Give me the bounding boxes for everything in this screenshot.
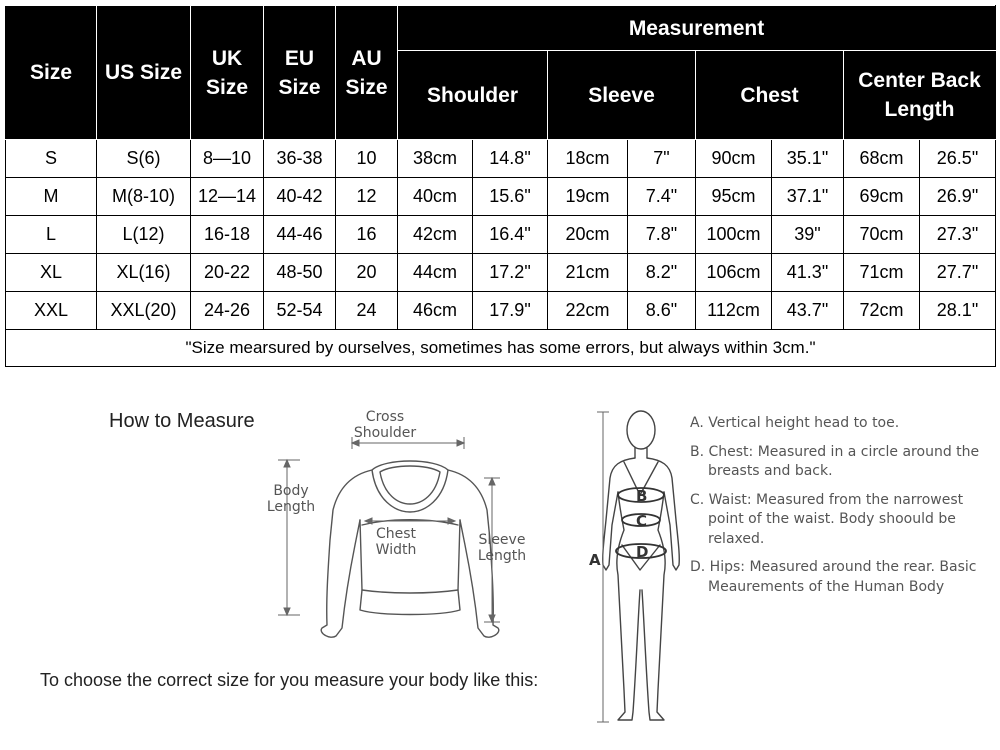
cell-eu: 44-46: [264, 216, 336, 254]
header-au-size: AU Size: [336, 6, 398, 140]
header-uk-size: UK Size: [191, 6, 264, 140]
figure-letter-c: C: [636, 512, 648, 530]
cell-au: 12: [336, 178, 398, 216]
cell-chest-cm: 112cm: [696, 292, 772, 330]
cell-length-in: 26.5": [920, 140, 996, 178]
cell-au: 10: [336, 140, 398, 178]
cell-chest-in: 43.7": [772, 292, 844, 330]
cell-size: S: [6, 140, 97, 178]
cell-shoulder-in: 17.9": [473, 292, 548, 330]
cell-eu: 48-50: [264, 254, 336, 292]
cell-au: 16: [336, 216, 398, 254]
cell-sleeve-cm: 22cm: [548, 292, 628, 330]
cell-size: XL: [6, 254, 97, 292]
header-us-size: US Size: [97, 6, 191, 140]
cell-eu: 40-42: [264, 178, 336, 216]
cell-sleeve-in: 7.8": [628, 216, 696, 254]
header-center-back-length: Center Back Length: [844, 51, 996, 140]
cell-au: 20: [336, 254, 398, 292]
cell-length-in: 27.3": [920, 216, 996, 254]
cell-sleeve-cm: 18cm: [548, 140, 628, 178]
cell-sleeve-in: 8.2": [628, 254, 696, 292]
cell-length-in: 28.1": [920, 292, 996, 330]
cell-au: 24: [336, 292, 398, 330]
header-eu-size: EU Size: [264, 6, 336, 140]
cell-uk: 12—14: [191, 178, 264, 216]
cell-size: XXL: [6, 292, 97, 330]
cell-shoulder-cm: 46cm: [398, 292, 473, 330]
figure-letter-b: B: [636, 487, 648, 505]
cell-size: M: [6, 178, 97, 216]
cell-sleeve-cm: 21cm: [548, 254, 628, 292]
header-sleeve: Sleeve: [548, 51, 696, 140]
cell-us: XXL(20): [97, 292, 191, 330]
cell-shoulder-cm: 38cm: [398, 140, 473, 178]
legend-item-height: A. Vertical height head to toe.: [690, 415, 900, 431]
cell-length-cm: 72cm: [844, 292, 920, 330]
cell-shoulder-cm: 40cm: [398, 178, 473, 216]
cell-length-cm: 68cm: [844, 140, 920, 178]
cell-chest-cm: 95cm: [696, 178, 772, 216]
cell-shoulder-in: 14.8": [473, 140, 548, 178]
measure-instruction: To choose the correct size for you measure your body like this:: [40, 670, 539, 690]
cell-shoulder-in: 15.6": [473, 178, 548, 216]
header-chest: Chest: [696, 51, 844, 140]
legend-item-waist: C. Waist: Measured from the narrowest point of the waist. Body shoould be relaxed.: [690, 491, 964, 547]
cell-shoulder-in: 16.4": [473, 216, 548, 254]
cell-sleeve-in: 7": [628, 140, 696, 178]
cell-shoulder-in: 17.2": [473, 254, 548, 292]
cell-uk: 20-22: [191, 254, 264, 292]
cross-shoulder-label: Cross Shoulder: [353, 409, 417, 441]
cell-sleeve-in: 7.4": [628, 178, 696, 216]
cell-chest-cm: 90cm: [696, 140, 772, 178]
cell-shoulder-cm: 44cm: [398, 254, 473, 292]
cell-sleeve-cm: 20cm: [548, 216, 628, 254]
cell-size: L: [6, 216, 97, 254]
cell-uk: 16-18: [191, 216, 264, 254]
measurement-note: "Size mearsured by ourselves, sometimes has some errors, but always within 3cm.": [6, 330, 996, 367]
figure-letter-a: A: [589, 551, 601, 569]
human-body-figure-icon: [603, 411, 680, 720]
cell-length-cm: 69cm: [844, 178, 920, 216]
cell-us: XL(16): [97, 254, 191, 292]
cell-us: M(8-10): [97, 178, 191, 216]
sleeve-length-label: Sleeve Length: [477, 532, 527, 564]
how-to-measure-title: How to Measure: [109, 410, 255, 432]
cell-sleeve-in: 8.6": [628, 292, 696, 330]
cell-sleeve-cm: 19cm: [548, 178, 628, 216]
cell-chest-in: 35.1": [772, 140, 844, 178]
cell-chest-cm: 100cm: [696, 216, 772, 254]
cell-length-cm: 70cm: [844, 216, 920, 254]
cell-chest-in: 41.3": [772, 254, 844, 292]
body-length-label: Body Length: [266, 483, 316, 515]
cell-us: L(12): [97, 216, 191, 254]
cell-eu: 36-38: [264, 140, 336, 178]
cell-uk: 8—10: [191, 140, 264, 178]
legend-item-hips: D. Hips: Measured around the rear. Basic Meaurements of the Human Body: [690, 559, 977, 595]
cell-us: S(6): [97, 140, 191, 178]
figure-letter-d: D: [636, 543, 649, 561]
cell-shoulder-cm: 42cm: [398, 216, 473, 254]
header-measurement: Measurement: [398, 6, 996, 51]
chest-width-label: Chest Width: [375, 526, 417, 558]
cell-eu: 52-54: [264, 292, 336, 330]
legend-item-chest: B. Chest: Measured in a circle around the breasts and back.: [690, 443, 980, 479]
cell-uk: 24-26: [191, 292, 264, 330]
cell-length-cm: 71cm: [844, 254, 920, 292]
measure-legend: [690, 414, 990, 606]
header-size: Size: [6, 6, 97, 140]
cell-chest-in: 37.1": [772, 178, 844, 216]
cell-length-in: 26.9": [920, 178, 996, 216]
cell-chest-in: 39": [772, 216, 844, 254]
header-shoulder: Shoulder: [398, 51, 548, 140]
cell-length-in: 27.7": [920, 254, 996, 292]
cell-chest-cm: 106cm: [696, 254, 772, 292]
